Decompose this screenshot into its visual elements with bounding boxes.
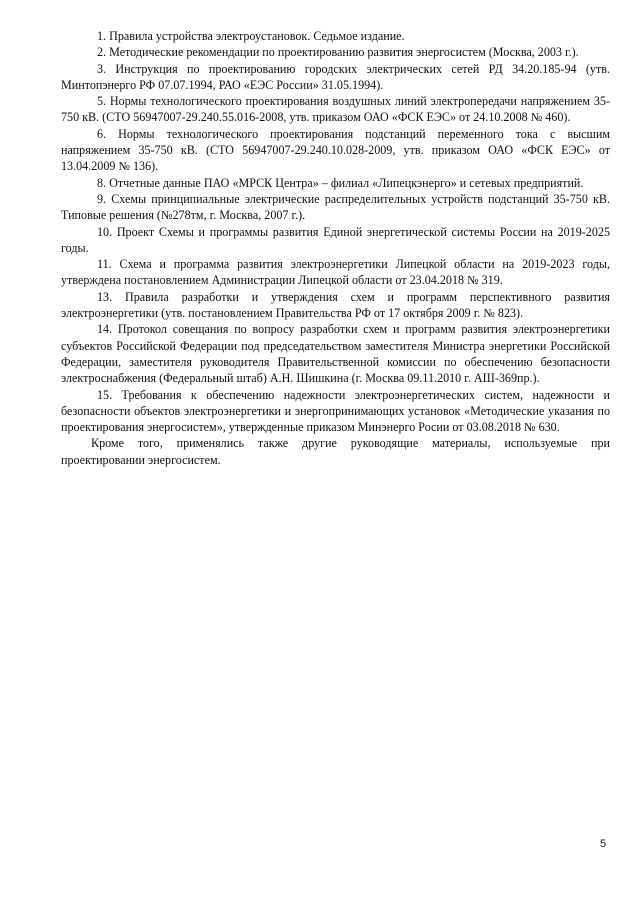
reference-item: 6. Нормы технологического проектирования подстанций переменного тока с высшим напряжением 35-750 кВ. (СТО 56947007-29.240.10.028-2009, утв. приказом ОАО «ФСК ЕЭС» от 13.04.2009 № 136). <box>61 126 610 174</box>
reference-item: 13. Правила разработки и утверждения схем и программ перспективного развития электроэнергетики (утв. постановлением Правительства РФ от 17 октября 2009 г. № 823). <box>61 289 610 321</box>
closing-paragraph: Кроме того, применялись также другие руководящие материалы, используемые при проектировании энергосистем. <box>61 436 610 467</box>
references-list <box>61 28 610 468</box>
reference-item: 2. Методические рекомендации по проектированию развития энергосистем (Москва, 2003 г.). <box>97 45 579 60</box>
reference-item: 9. Схемы принципиальные электрические распределительных устройств подстанций 35-750 кВ. Типовые решения (№278тм, г. Москва, 2007 г.). <box>61 191 610 223</box>
reference-item: 15. Требования к обеспечению надежности электроэнергетических систем, надежности и безопасности объектов электроэнергетики и энергопринимающих установок «Методические указания по проектирования энергосистем», утвержденные приказом Минэнерго Росии от 03.08.2018 № 630. <box>61 387 610 435</box>
reference-item: 10. Проект Схемы и программы развития Единой энергетической системы России на 2019-2025 годы. <box>61 224 610 255</box>
reference-item: 3. Инструкция по проектированию городских электрических сетей РД 34.20.185-94 (утв. Минтопэнерго РФ 07.07.1994, РАО «ЕЭС России» 31.05.1994). <box>61 61 610 92</box>
reference-item: 11. Схема и программа развития электроэнергетики Липецкой области на 2019-2023 годы, утверждена постановлением Администрации Липецкой области от 23.04.2018 № 319. <box>61 257 610 288</box>
reference-item: 14. Протокол совещания по вопросу разработки схем и программ развития электроэнергетики субъектов Российской Федерации под председательством заместителя Министра энергетики Российской Федерации, заместителя руководителя Правительственной комиссии по обеспечению безопасности электроснабжения (Федеральный штаб) А.Н. Шишкина (г. Москва 09.11.2010 г. АШ-369пр.). <box>61 322 610 386</box>
page-number: 5 <box>600 838 607 850</box>
reference-item: 1. Правила устройства электроустановок. Седьмое издание. <box>97 29 405 43</box>
reference-item: 5. Нормы технологического проектирования воздушных линий электропередачи напряжением 35-750 кВ. (СТО 56947007-29.240.55.016-2008, утв. приказом ОАО «ФСК ЕЭС» от 24.10.2008 № 460). <box>61 94 610 125</box>
reference-item: 8. Отчетные данные ПАО «МРСК Центра» – филиал «Липецкэнерго» и сетевых предприятий. <box>97 175 584 190</box>
